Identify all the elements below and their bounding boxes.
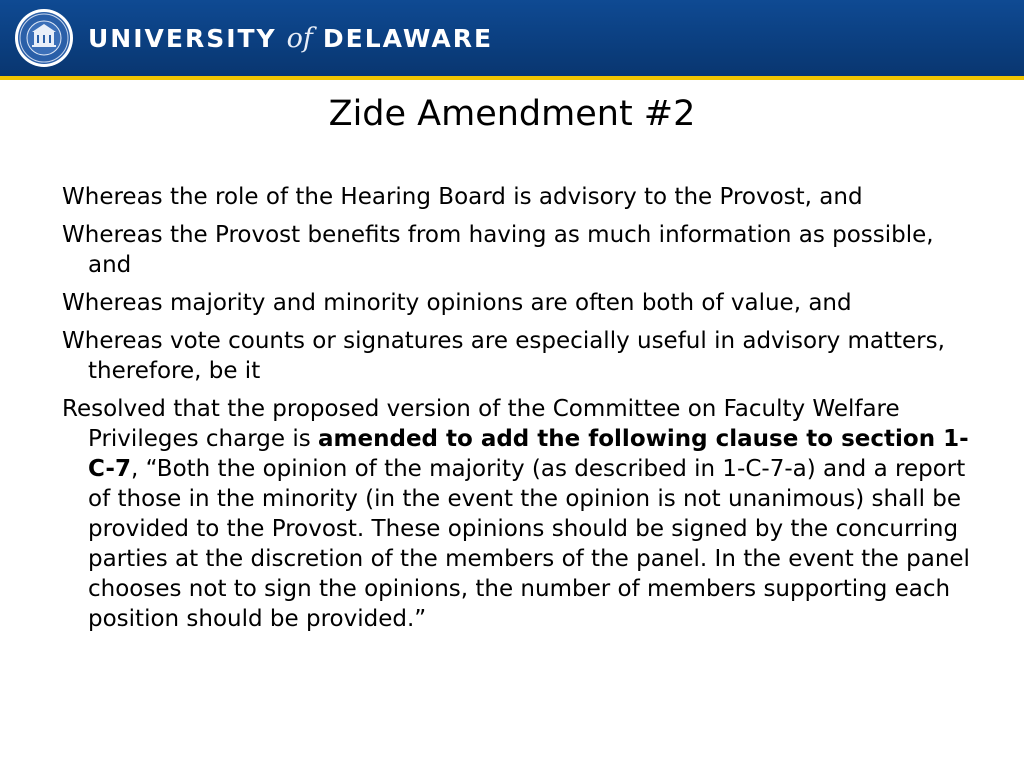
slide-body (62, 182, 972, 642)
whereas-paragraph: Whereas the Provost benefits from having as much information as possible, and (62, 222, 934, 278)
university-wordmark[interactable] (88, 20, 493, 56)
brand-of: of (286, 22, 313, 54)
whereas-paragraph: Whereas the role of the Hearing Board is advisory to the Provost, and (62, 184, 863, 210)
university-seal-icon (14, 8, 74, 68)
brand-delaware: DELAWARE (322, 23, 494, 53)
resolved-rest: , “Both the opinion of the majority (as described in 1-C-7-a) and a report of those in the minority (in the event the opinion is not unanimous) shall be provided to the Provost. These opinions should be signed by the concurring parties at the discretion of the members of the panel. In the event the panel chooses not to sign the opinions, the number of members supporting each position should be provided.” (88, 456, 970, 632)
banner-accent-stripe (0, 76, 1024, 80)
whereas-paragraph: Whereas vote counts or signatures are especially useful in advisory matters, therefore, be it (62, 328, 945, 384)
slide-title: Zide Amendment #2 (328, 94, 696, 134)
whereas-paragraph: Whereas majority and minority opinions are often both of value, and (62, 290, 852, 316)
resolved-lead: Resolved that the proposed version of the Committee on Faculty Welfare Privileges charge is (62, 396, 900, 452)
brand-university: UNIVERSITY (88, 23, 277, 53)
resolved-paragraph (62, 394, 972, 634)
resolved-bold-clause: amended to add the following clause to section 1-C-7 (88, 426, 969, 482)
header-banner (0, 0, 1024, 76)
